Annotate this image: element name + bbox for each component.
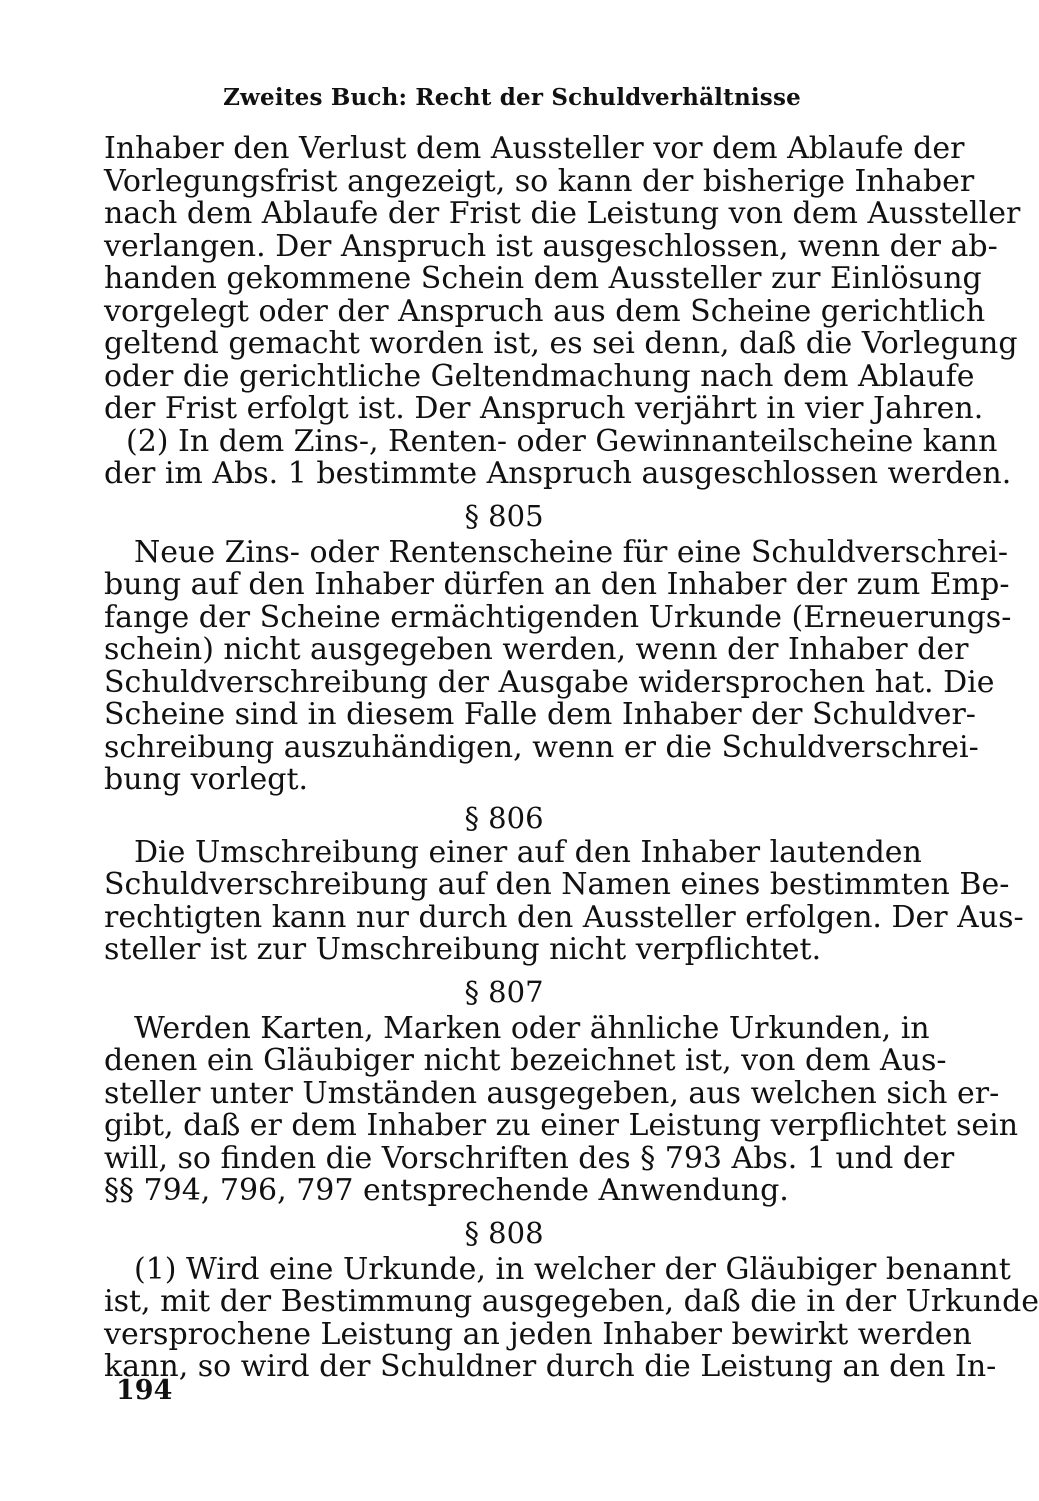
text-line: schreibung auszuhändigen, wenn er die Schuldverschrei- (104, 729, 979, 765)
text-line: schein) nicht ausgegeben werden, wenn der Inhaber der (104, 632, 969, 667)
text-line: (1) Wird eine Urkunde, in welcher der Gläubiger benannt (134, 1251, 1011, 1287)
section-heading: § 807 (464, 974, 544, 1009)
text-line: bung vorlegt. (104, 762, 309, 797)
running-head: Zweites Buch: Recht der Schuldverhältnisse (223, 84, 801, 111)
section-heading: § 805 (464, 498, 544, 533)
text-line: Inhaber den Verlust dem Aussteller vor dem Ablaufe der (104, 131, 965, 166)
text-line: ist, mit der Bestimmung ausgegeben, daß die in der Urkunde (104, 1284, 1039, 1319)
text-line: Vorlegungsfrist angezeigt, so kann der bisherige Inhaber (104, 163, 975, 199)
text-line: Schuldverschreibung auf den Namen eines bestimmten Be- (104, 867, 1010, 902)
continuation-paragraph (104, 131, 1021, 426)
text-line: der Frist erfolgt ist. Der Anspruch verjährt in vier Jahren. (104, 391, 984, 426)
paragraph-abs-2 (104, 423, 1012, 491)
text-line: verlangen. Der Anspruch ist ausgeschlossen, wenn der ab- (104, 228, 998, 264)
text-line: steller unter Umständen ausgegeben, aus welchen sich er- (104, 1075, 1000, 1111)
text-line: Neue Zins- oder Rentenscheine für eine Schuldverschrei- (134, 534, 1009, 570)
text-line: oder die gerichtliche Geltendmachung nach dem Ablaufe (104, 358, 975, 394)
text-line: Die Umschreibung einer auf den Inhaber lautenden (134, 834, 922, 870)
text-line: fange der Scheine ermächtigenden Urkunde (Erneuerungs- (104, 599, 1012, 635)
text-line: denen ein Gläubiger nicht bezeichnet ist, von dem Aus- (104, 1043, 947, 1078)
text-line: nach dem Ablaufe der Frist die Leistung von dem Aussteller (104, 196, 1021, 231)
section-807 (104, 973, 1019, 1208)
section-heading: § 806 (464, 800, 544, 835)
body-text (104, 131, 1039, 1384)
text-line: geltend gemacht worden ist, es sei denn, daß die Vorlegung (104, 326, 1018, 361)
text-line: versprochene Leistung an jeden Inhaber bewirkt werden (104, 1316, 972, 1352)
text-line: handen gekommene Schein dem Aussteller zur Einlösung (104, 261, 982, 296)
text-line: will, so finden die Vorschriften des § 793 Abs. 1 und der (104, 1140, 955, 1176)
text-line: rechtigten kann nur durch den Aussteller erfolgen. Der Aus- (104, 899, 1024, 935)
text-line: Scheine sind in diesem Falle dem Inhaber der Schuldver- (104, 697, 976, 732)
text-line: gibt, daß er dem Inhaber zu einer Leistung verpflichtet sein (104, 1108, 1019, 1143)
text-line: kann, so wird der Schuldner durch die Leistung an den In- (104, 1349, 997, 1384)
text-line: vorgelegt oder der Anspruch aus dem Scheine gerichtlich (104, 293, 986, 329)
text-line: Schuldverschreibung der Ausgabe widersprochen hat. Die (104, 664, 995, 700)
section-806 (104, 799, 1024, 967)
text-line: Werden Karten, Marken oder ähnliche Urkunden, in (134, 1010, 930, 1046)
page-number: 194 (116, 1375, 173, 1406)
section-805 (104, 497, 1012, 797)
section-808 (104, 1214, 1039, 1384)
section-heading: § 808 (464, 1215, 544, 1250)
text-line: §§ 794, 796, 797 entsprechende Anwendung. (104, 1173, 789, 1208)
text-line: der im Abs. 1 bestimmte Anspruch ausgeschlossen werden. (104, 456, 1012, 491)
text-line: bung auf den Inhaber dürfen an den Inhaber der zum Emp- (104, 567, 1010, 602)
text-line: (2) In dem Zins-, Renten- oder Gewinnanteilscheine kann (126, 423, 998, 459)
text-line: steller ist zur Umschreibung nicht verpflichtet. (104, 932, 822, 967)
